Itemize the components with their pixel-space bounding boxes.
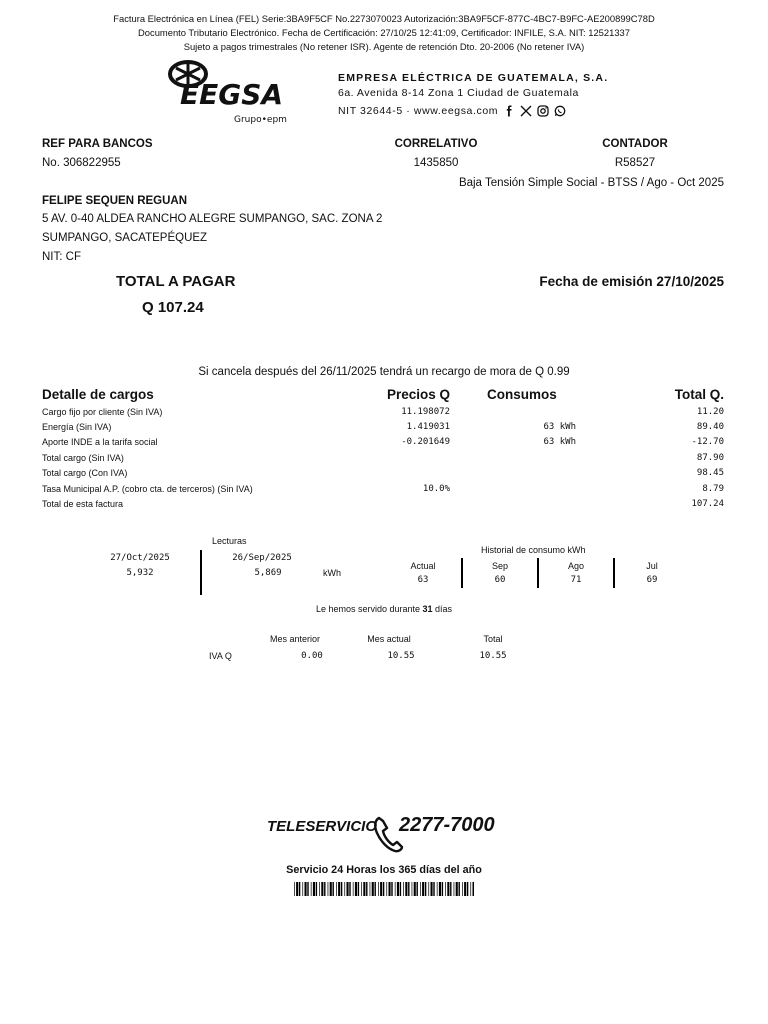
barcode-bar: [319, 882, 320, 896]
charge-total: 8.79: [702, 484, 724, 494]
charge-price: 1.419031: [406, 422, 450, 432]
barcode-bar: [366, 882, 367, 896]
charge-price: -0.201649: [401, 437, 450, 447]
facebook-icon[interactable]: [503, 105, 515, 117]
ref-value: No. 306822955: [42, 157, 121, 169]
iva-curr-value: 10.55: [387, 651, 415, 661]
eegsa-logo: [166, 58, 294, 128]
emission-date: Fecha de emisión 27/10/2025: [539, 274, 724, 289]
barcode-bar: [383, 882, 384, 896]
barcode-bar: [414, 882, 416, 896]
total-label: TOTAL A PAGAR: [116, 273, 236, 290]
barcode-bar: [408, 882, 409, 896]
company-nit-web: [338, 105, 608, 117]
barcode-bar: [439, 882, 441, 896]
barcode-bar: [420, 882, 421, 896]
company-name: EMPRESA ELÉCTRICA DE GUATEMALA, S.A.: [338, 72, 609, 84]
reading-unit: kWh: [323, 568, 341, 578]
charge-label: Total cargo (Sin IVA): [42, 453, 124, 463]
charge-total: 98.45: [696, 468, 724, 478]
service-24h-note: Servicio 24 Horas los 365 días del año: [286, 864, 482, 876]
charge-price: 10.0%: [422, 484, 450, 494]
barcode-bar: [330, 882, 332, 896]
charges-header-price: Precios Q: [386, 387, 450, 402]
customer-address-1: 5 AV. 0-40 ALDEA RANCHO ALEGRE SUMPANGO, SAC. ZONA 2: [42, 213, 383, 225]
service-days-count: 31: [422, 604, 433, 614]
barcode-bar: [313, 882, 315, 896]
logo-wordmark: EEGSA: [180, 78, 284, 111]
barcode-bar: [417, 882, 418, 896]
whatsapp-icon[interactable]: [554, 105, 566, 117]
charge-total: 87.90: [696, 453, 724, 463]
history-month-label: Ago: [567, 561, 584, 571]
x-icon[interactable]: [520, 105, 532, 117]
barcode-bar: [299, 882, 300, 896]
fel-tax-line: Sujeto a pagos trimestrales (No retener ISR). Agente de retención Dto. 20-2006 (No retener IVA): [183, 41, 585, 52]
barcode-bar: [370, 882, 371, 896]
iva-prev-value: 0.00: [301, 651, 323, 661]
barcode-bar: [405, 882, 407, 896]
company-info: [338, 72, 608, 117]
customer-nit: NIT: CF: [42, 251, 81, 263]
barcode-bar: [400, 882, 401, 896]
tariff-period: Baja Tensión Simple Social - BTSS / Ago - Oct 2025: [458, 177, 724, 189]
charge-label: Total cargo (Con IVA): [42, 468, 128, 478]
company-address: 6a. Avenida 8-14 Zona 1 Ciudad de Guatemala: [338, 87, 579, 99]
charge-price: 11.198072: [401, 407, 450, 417]
reading-previous-value: 5,869: [254, 568, 282, 578]
instagram-icon[interactable]: [537, 105, 549, 117]
barcode-bar: [338, 882, 340, 896]
charge-total: 89.40: [696, 422, 724, 432]
late-fee-notice: Si cancela después del 26/11/2025 tendrá un recargo de mora de Q 0.99: [198, 366, 570, 378]
barcode: [294, 882, 474, 896]
barcode-bar: [328, 882, 329, 896]
iva-header-prev: Mes anterior: [269, 634, 321, 644]
barcode-bar: [349, 882, 350, 896]
barcode-bar: [378, 882, 379, 896]
barcode-bar: [456, 882, 458, 896]
history-month-value: 71: [570, 575, 582, 585]
barcode-bar: [353, 882, 354, 896]
charge-label: Total de esta factura: [42, 499, 124, 509]
fel-authorization-line: Factura Electrónica en Línea (FEL) Serie:3BA9F5CF No.2273070023 Autorización:3BA9F5CF-877C-4BC7-B9FC-AE200899C78D: [113, 13, 655, 24]
barcode-bar: [473, 882, 475, 896]
iva-header-total: Total: [483, 634, 503, 644]
history-divider: [537, 558, 539, 588]
charges-header-consumption: Consumos: [487, 387, 557, 402]
charge-label: Tasa Municipal A.P. (cobro cta. de terceros) (Sin IVA): [42, 484, 253, 494]
company-nit-text: NIT 32644-5 · www.eegsa.com: [338, 105, 499, 117]
customer-name: FELIPE SEQUEN REGUAN: [42, 195, 188, 207]
history-month-label: Actual: [410, 561, 436, 571]
barcode-bar: [442, 882, 443, 896]
correlativo-value: 1435850: [413, 157, 459, 169]
barcode-bar: [375, 882, 376, 896]
iva-label: IVA Q: [209, 651, 232, 661]
contador-label: CONTADOR: [602, 138, 668, 150]
barcode-bar: [344, 882, 345, 896]
barcode-bar: [316, 882, 317, 896]
charge-total: 11.20: [696, 407, 724, 417]
barcode-bar: [361, 882, 362, 896]
barcode-bar: [307, 882, 308, 896]
logo-group-text: Grupo•epm: [234, 115, 287, 125]
fel-certification-line: Documento Tributario Electrónico. Fecha de Certificación: 27/10/25 12:41:09, Certificador: INFILE, S.A. NIT: 12521337: [138, 27, 630, 38]
iva-header-curr: Mes actual: [367, 634, 411, 644]
correlativo-label: CORRELATIVO: [394, 138, 478, 150]
barcode-bar: [321, 882, 323, 896]
barcode-bar: [433, 882, 434, 896]
barcode-bar: [464, 882, 466, 896]
barcode-bar: [422, 882, 424, 896]
charge-label: Aporte INDE a la tarifa social: [42, 437, 158, 447]
barcode-bar: [462, 882, 463, 896]
barcode-bar: [470, 882, 471, 896]
contador-value: R58527: [614, 157, 656, 169]
charges-header-detail: Detalle de cargos: [42, 387, 154, 402]
barcode-bar: [447, 882, 449, 896]
charge-consumption: 63 kWh: [543, 437, 576, 447]
barcode-bar: [305, 882, 307, 896]
barcode-bar: [296, 882, 298, 896]
customer-address-2: SUMPANGO, SACATEPÉQUEZ: [42, 232, 208, 244]
readings-divider: [200, 550, 202, 595]
barcode-bar: [437, 882, 438, 896]
barcode-bar: [336, 882, 337, 896]
barcode-bar: [333, 882, 334, 896]
barcode-bar: [397, 882, 399, 896]
history-month-value: 63: [417, 575, 429, 585]
teleservicio-label: TELESERVICIO: [267, 818, 378, 835]
barcode-bar: [386, 882, 387, 896]
barcode-bar: [380, 882, 382, 896]
barcode-bar: [311, 882, 312, 896]
barcode-bar: [358, 882, 359, 896]
service-days-suffix: días: [432, 604, 453, 614]
barcode-bar: [467, 882, 468, 896]
reading-previous-date: 26/Sep/2025: [232, 553, 292, 563]
service-days: [0, 604, 768, 614]
service-days-prefix: Le hemos servido durante: [315, 604, 423, 614]
history-divider: [613, 558, 615, 588]
barcode-bar: [355, 882, 357, 896]
history-month-value: 60: [494, 575, 506, 585]
barcode-bar: [412, 882, 413, 896]
charge-total: 107.24: [691, 499, 724, 509]
history-month-value: 69: [646, 575, 658, 585]
history-divider: [461, 558, 463, 588]
charge-label: Cargo fijo por cliente (Sin IVA): [42, 407, 163, 417]
barcode-bar: [389, 882, 391, 896]
barcode-bar: [363, 882, 365, 896]
history-month-label: Sep: [491, 561, 508, 571]
ref-label: REF PARA BANCOS: [42, 138, 153, 150]
reading-current-value: 5,932: [126, 568, 154, 578]
charge-label: Energía (Sin IVA): [42, 422, 112, 432]
barcode-bar: [395, 882, 396, 896]
readings-title: Lecturas: [212, 536, 247, 546]
barcode-bar: [347, 882, 349, 896]
barcode-bar: [431, 882, 433, 896]
barcode-bar: [445, 882, 446, 896]
charges-header-total: Total Q.: [674, 387, 724, 402]
barcode-bar: [450, 882, 451, 896]
iva-total-value: 10.55: [479, 651, 507, 661]
barcode-bar: [302, 882, 303, 896]
total-amount: Q 107.24: [142, 299, 204, 316]
barcode-bar: [324, 882, 325, 896]
barcode-bar: [341, 882, 342, 896]
charge-consumption: 63 kWh: [543, 422, 576, 432]
barcode-bar: [428, 882, 429, 896]
reading-current-date: 27/Oct/2025: [110, 553, 170, 563]
teleservicio-phone: 2277-7000: [399, 814, 495, 836]
barcode-bar: [294, 882, 295, 896]
barcode-bar: [459, 882, 460, 896]
barcode-bar: [372, 882, 374, 896]
charge-total: -12.70: [691, 437, 724, 447]
history-title: Historial de consumo kWh: [481, 545, 586, 555]
history-month-label: Jul: [646, 561, 658, 571]
barcode-bar: [454, 882, 455, 896]
barcode-bar: [425, 882, 426, 896]
barcode-bar: [403, 882, 404, 896]
barcode-bar: [391, 882, 392, 896]
